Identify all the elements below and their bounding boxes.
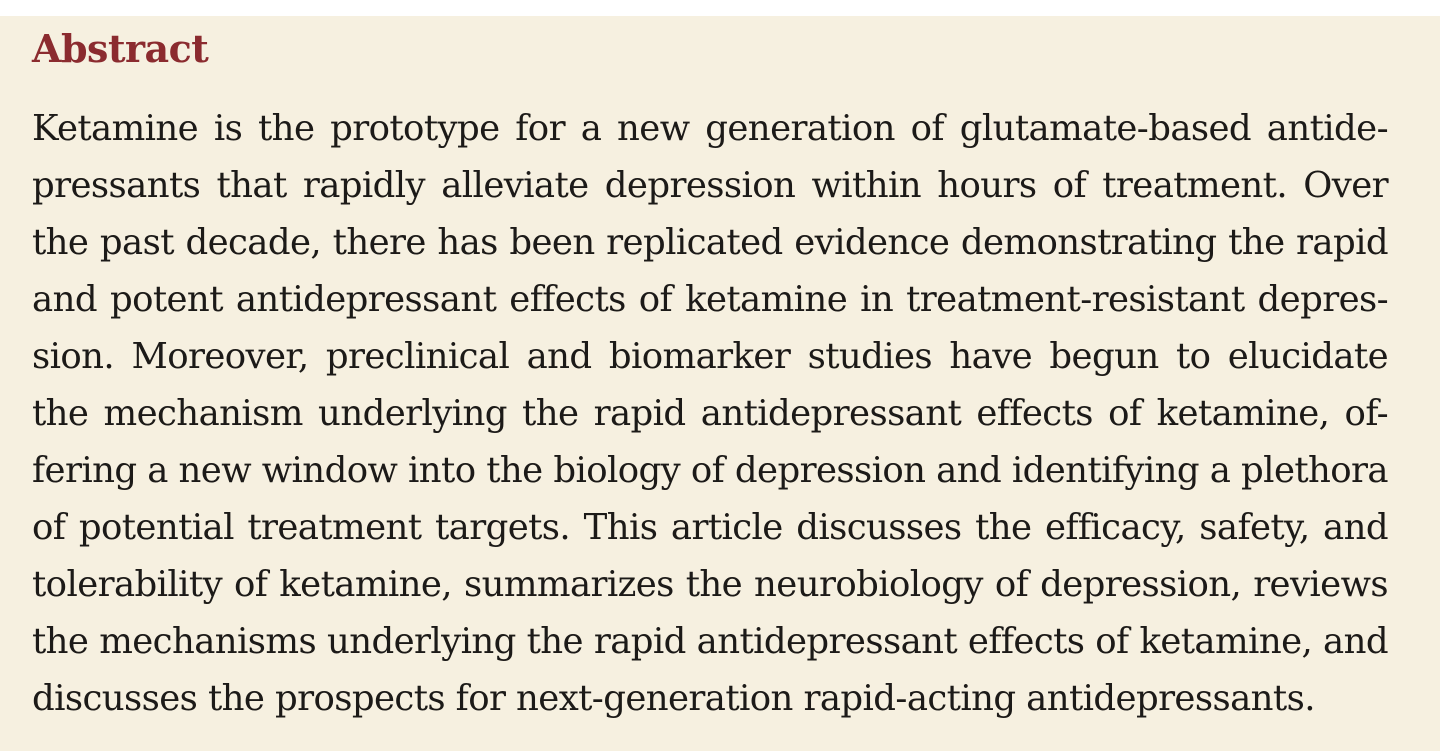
- abstract-line: of potential treatment targets. This article discusses the efficacy, safety, and: [32, 507, 1388, 548]
- abstract-panel: [0, 16, 1440, 751]
- abstract-line: and potent antidepressant effects of ketamine in treatment-resistant depres-: [32, 279, 1388, 320]
- abstract-line: discusses the prospects for next-generation rapid-acting antidepressants.: [32, 678, 1315, 719]
- abstract-line: Ketamine is the prototype for a new generation of glutamate-based antide-: [32, 108, 1388, 149]
- abstract-line: pressants that rapidly alleviate depression within hours of treatment. Over: [32, 165, 1388, 206]
- abstract-line: the mechanism underlying the rapid antidepressant effects of ketamine, of-: [32, 393, 1388, 434]
- abstract-line: tolerability of ketamine, summarizes the neurobiology of depression, reviews: [32, 564, 1388, 605]
- abstract-line: the past decade, there has been replicated evidence demonstrating the rapid: [32, 222, 1388, 263]
- abstract-body: [32, 100, 1388, 727]
- abstract-line: sion. Moreover, preclinical and biomarker studies have begun to elucidate: [32, 336, 1388, 377]
- abstract-heading: Abstract: [32, 26, 209, 71]
- abstract-line: the mechanisms underlying the rapid antidepressant effects of ketamine, and: [32, 621, 1388, 662]
- abstract-line: fering a new window into the biology of depression and identifying a plethora: [32, 450, 1388, 491]
